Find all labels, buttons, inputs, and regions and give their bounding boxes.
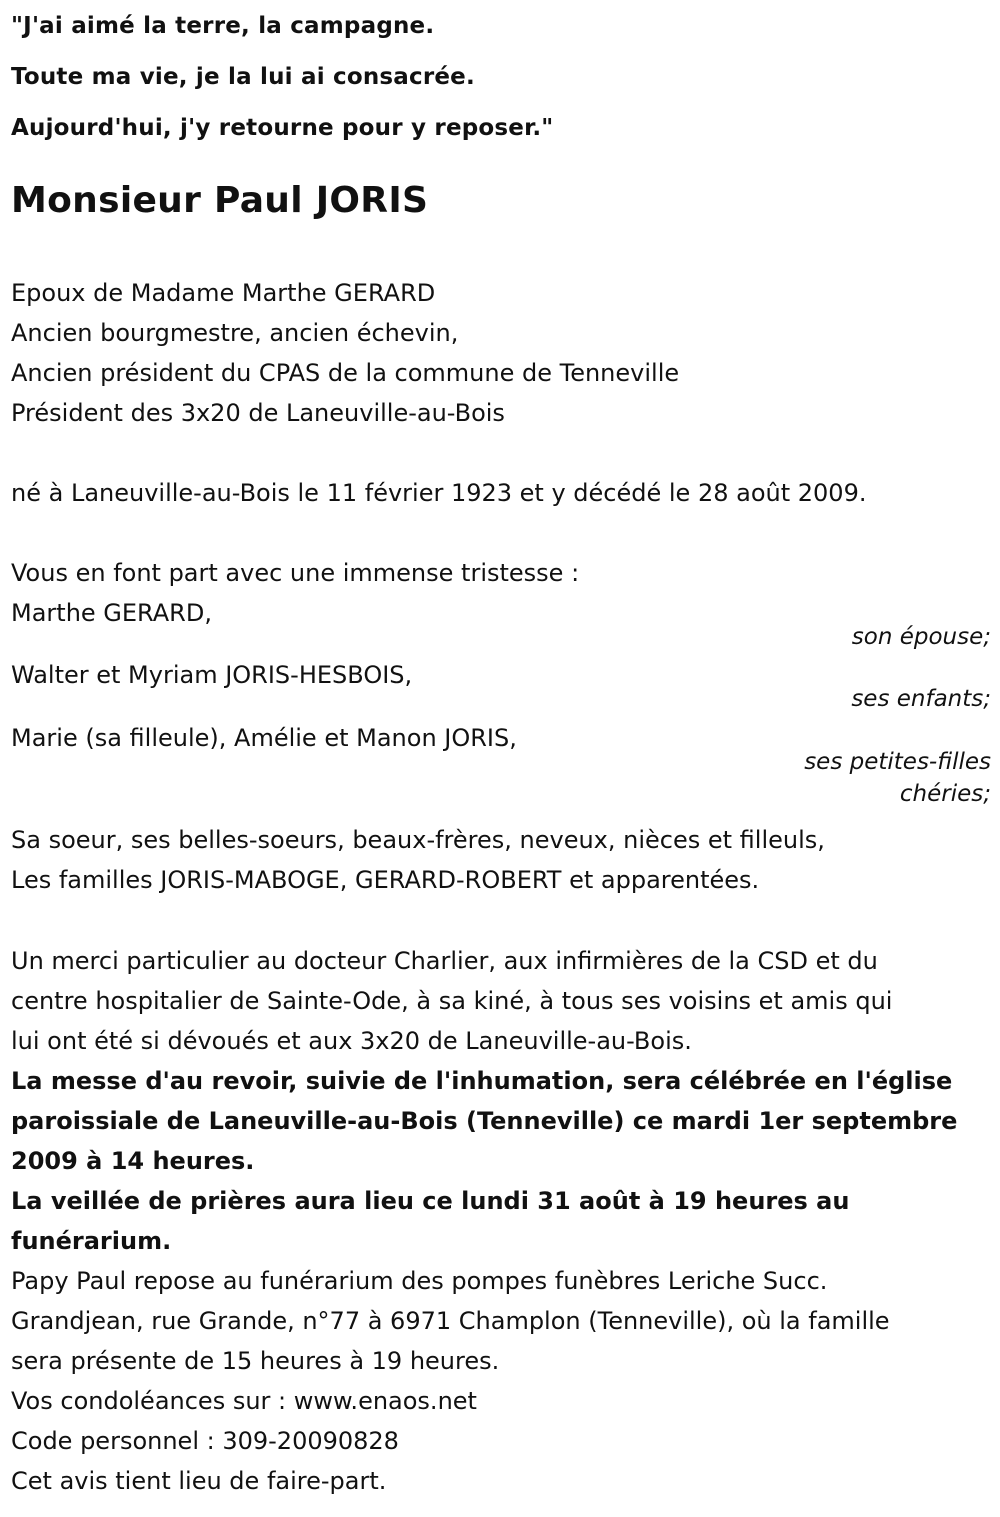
role-line: Epoux de Madame Marthe GERARD: [11, 279, 436, 307]
thanks-line: lui ont été si dévoués et aux 3x20 de Laneuville-au-Bois.: [11, 1027, 692, 1055]
birth-death: [11, 473, 991, 513]
epigraph-quote: [11, 0, 991, 153]
family-member-relation: ses enfants;: [851, 686, 991, 712]
closing-line: Cet avis tient lieu de faire-part.: [11, 1467, 387, 1495]
family-member-names: Marie (sa filleule), Amélie et Manon JORIS,: [11, 724, 517, 752]
family-relation: [11, 683, 991, 715]
family-relation: [11, 621, 991, 653]
announcement-intro-text: Vous en font part avec une immense tristesse :: [11, 559, 580, 587]
ceremony-line: 2009 à 14 heures.: [11, 1147, 255, 1175]
info-line: Papy Paul repose au funérarium des pompes funèbres Leriche Succ.: [11, 1267, 828, 1295]
roles-list: [11, 273, 991, 433]
quote-line: Toute ma vie, je la lui ai consacrée.: [11, 64, 475, 90]
quote-line: Aujourd'hui, j'y retourne pour y reposer.": [11, 115, 554, 141]
extended-family-line: Sa soeur, ses belles-soeurs, beaux-frères, neveux, nièces et filleuls,: [11, 826, 825, 854]
role-line: Ancien président du CPAS de la commune de Tenneville: [11, 359, 680, 387]
thanks-line: centre hospitalier de Sainte-Ode, à sa kiné, à tous ses voisins et amis qui: [11, 987, 893, 1015]
vigil-line: La veillée de prières aura lieu ce lundi 31 août à 19 heures au: [11, 1187, 850, 1215]
info-line: Grandjean, rue Grande, n°77 à 6971 Champlon (Tenneville), où la famille: [11, 1307, 890, 1335]
family-member-names: Walter et Myriam JORIS-HESBOIS,: [11, 661, 413, 689]
ceremony-line: La messe d'au revoir, suivie de l'inhumation, sera célébrée en l'église: [11, 1067, 953, 1095]
family-member-relation: ses petites-filles: [804, 749, 991, 775]
quote-line: "J'ai aimé la terre, la campagne.: [11, 13, 435, 39]
ceremony-line: paroissiale de Laneuville-au-Bois (Tenneville) ce mardi 1er septembre: [11, 1107, 958, 1135]
birth-death-text: né à Laneuville-au-Bois le 11 février 1923 et y décédé le 28 août 2009.: [11, 479, 867, 507]
announcement-intro: [11, 553, 991, 593]
family-member-names: Marthe GERARD,: [11, 599, 212, 627]
role-line: Ancien bourgmestre, ancien échevin,: [11, 319, 459, 347]
condolences-line: Vos condoléances sur : www.enaos.net: [11, 1387, 477, 1415]
info-line: sera présente de 15 heures à 19 heures.: [11, 1347, 500, 1375]
page-title: Monsieur Paul JORIS: [11, 180, 429, 221]
family-member-relation: son épouse;: [851, 624, 991, 650]
personal-code-line: Code personnel : 309-20090828: [11, 1427, 399, 1455]
family-member-relation: chéries;: [899, 781, 991, 807]
family-relation: [11, 746, 991, 810]
thanks-paragraph: [11, 941, 991, 1501]
role-line: Président des 3x20 de Laneuville-au-Bois: [11, 399, 505, 427]
obituary-notice: [11, 0, 991, 1495]
extended-family: [11, 820, 991, 900]
extended-family-line: Les familles JORIS-MABOGE, GERARD-ROBERT et apparentées.: [11, 866, 760, 894]
vigil-line: funérarium.: [11, 1227, 172, 1255]
thanks-line: Un merci particulier au docteur Charlier, aux infirmières de la CSD et du: [11, 947, 878, 975]
